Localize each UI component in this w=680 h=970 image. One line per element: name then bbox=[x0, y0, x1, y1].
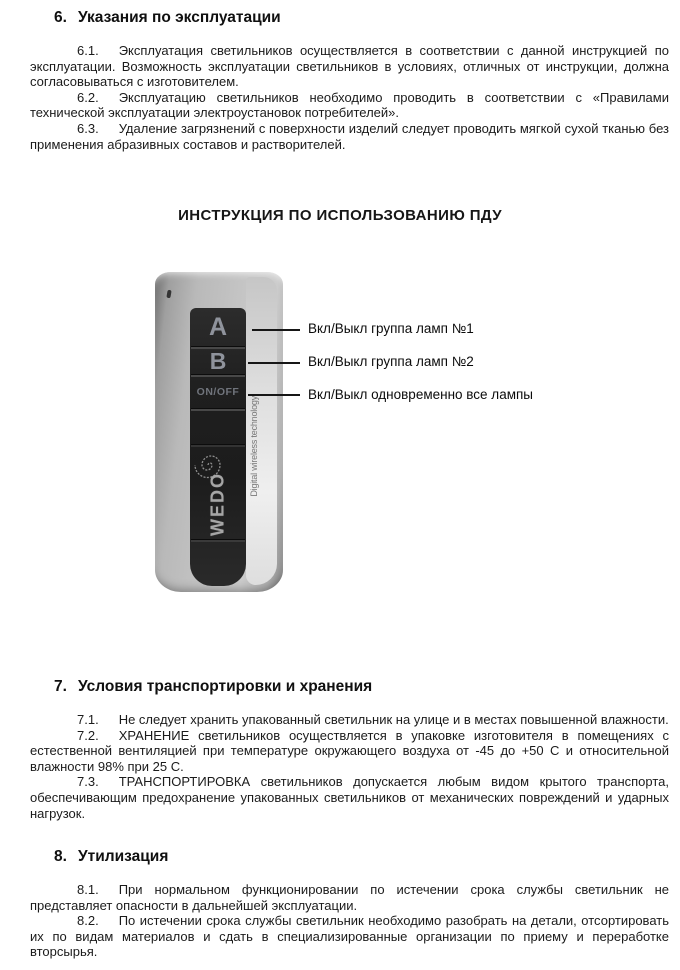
section-8-heading bbox=[54, 847, 669, 866]
callout-line-2 bbox=[248, 362, 300, 364]
remote-button-a bbox=[190, 308, 246, 346]
section-6-title: Указания по эксплуатации bbox=[78, 9, 281, 26]
section-7-title: Условия транспортировки и хранения bbox=[78, 678, 373, 695]
paragraph-7-3-text: ТРАНСПОРТИРОВКА светильников допускается любым видом крытого транспорта, обеспечивающим предохранение упакованных светильников от механических повреждений и ударных нагрузок. bbox=[30, 774, 669, 821]
callout-label-all-lamps: Вкл/Выкл одновременно все лампы bbox=[308, 387, 533, 402]
paragraph-6-3 bbox=[30, 121, 669, 152]
paragraph-6-1 bbox=[30, 43, 669, 90]
button-a-label: A bbox=[208, 312, 228, 341]
paragraph-7-2-text: ХРАНЕНИЕ светильников осуществляется в упаковке изготовителя в помещениях с естественной вентиляцией при температуре окружающего воздуха от -45 до +50 С и относительной влажности 98% при 25 С. bbox=[30, 727, 669, 774]
paragraph-7-2-number: 7.2. bbox=[77, 727, 99, 743]
section-8 bbox=[30, 847, 669, 960]
paragraph-7-3-number: 7.3. bbox=[77, 774, 99, 790]
paragraph-8-2-number: 8.2. bbox=[77, 913, 99, 929]
paragraph-7-1-text: Не следует хранить упакованный светильник на улице и в местах повышенной влажности. bbox=[118, 712, 669, 727]
remote-side-text bbox=[245, 390, 262, 502]
paragraph-6-1-text: Эксплуатация светильников осуществляется в соответствии с данной инструкцией по эксплуатации. Возможность эксплуатации светильников в условиях, отличных от инструкции, должна согласовываться с изготовителем. bbox=[30, 43, 669, 90]
button-divider bbox=[191, 408, 245, 411]
section-7-heading bbox=[54, 677, 669, 696]
button-onoff-label: ON/OFF bbox=[196, 386, 240, 398]
paragraph-8-2-text: По истечении срока службы светильник необходимо разобрать на детали, отсортировать их по видам материалов и сдать в специализированные организации по приему и переработке вторсырья. bbox=[30, 913, 669, 960]
paragraph-6-3-text: Удаление загрязнений с поверхности изделий следует проводить мягкой сухой тканью без применения абразивных составов и растворителей. bbox=[30, 120, 669, 152]
section-6-number: 6. bbox=[54, 9, 67, 26]
remote-button-panel bbox=[190, 308, 246, 586]
paragraph-6-3-number: 6.3. bbox=[77, 120, 99, 136]
paragraph-7-1 bbox=[30, 712, 669, 728]
section-6-heading bbox=[54, 8, 669, 27]
callout-line-1 bbox=[252, 329, 300, 331]
remote-control-figure bbox=[155, 272, 283, 592]
pdu-instruction-heading: ИНСТРУКЦИЯ ПО ИСПОЛЬЗОВАНИЮ ПДУ bbox=[178, 207, 502, 224]
section-8-number: 8. bbox=[54, 848, 67, 865]
section-7-number: 7. bbox=[54, 678, 67, 695]
panel-seam bbox=[191, 539, 245, 542]
paragraph-8-2 bbox=[30, 913, 669, 960]
paragraph-7-3 bbox=[30, 774, 669, 821]
paragraph-7-1-number: 7.1. bbox=[77, 712, 99, 727]
remote-button-onoff bbox=[190, 376, 246, 408]
paragraph-6-1-number: 6.1. bbox=[77, 43, 99, 58]
button-b-label: B bbox=[209, 347, 227, 374]
section-6 bbox=[30, 8, 669, 152]
brand-logo-text: WEDO bbox=[207, 472, 228, 536]
callout-line-3 bbox=[248, 394, 300, 396]
section-8-title: Утилизация bbox=[78, 848, 169, 865]
paragraph-8-1-number: 8.1. bbox=[77, 882, 99, 897]
section-7 bbox=[30, 677, 669, 821]
paragraph-8-1-text: При нормальном функционировании по истечении срока службы светильник не представляет опасности в дальнейшей эксплуатации. bbox=[30, 882, 669, 913]
side-text-label: Digital wireless technology bbox=[248, 395, 259, 497]
panel-seam bbox=[191, 444, 245, 447]
paragraph-6-2 bbox=[30, 90, 669, 121]
callout-label-group2: Вкл/Выкл группа ламп №2 bbox=[308, 354, 474, 369]
remote-button-b bbox=[190, 348, 246, 374]
paragraph-7-2 bbox=[30, 728, 669, 775]
paragraph-8-1 bbox=[30, 882, 669, 913]
paragraph-6-2-number: 6.2. bbox=[77, 89, 99, 105]
callout-label-group1: Вкл/Выкл группа ламп №1 bbox=[308, 321, 474, 336]
paragraph-6-2-text: Эксплуатацию светильников необходимо проводить в соответствии с «Правилами технической эксплуатации электроустановок потребителей». bbox=[30, 89, 669, 121]
